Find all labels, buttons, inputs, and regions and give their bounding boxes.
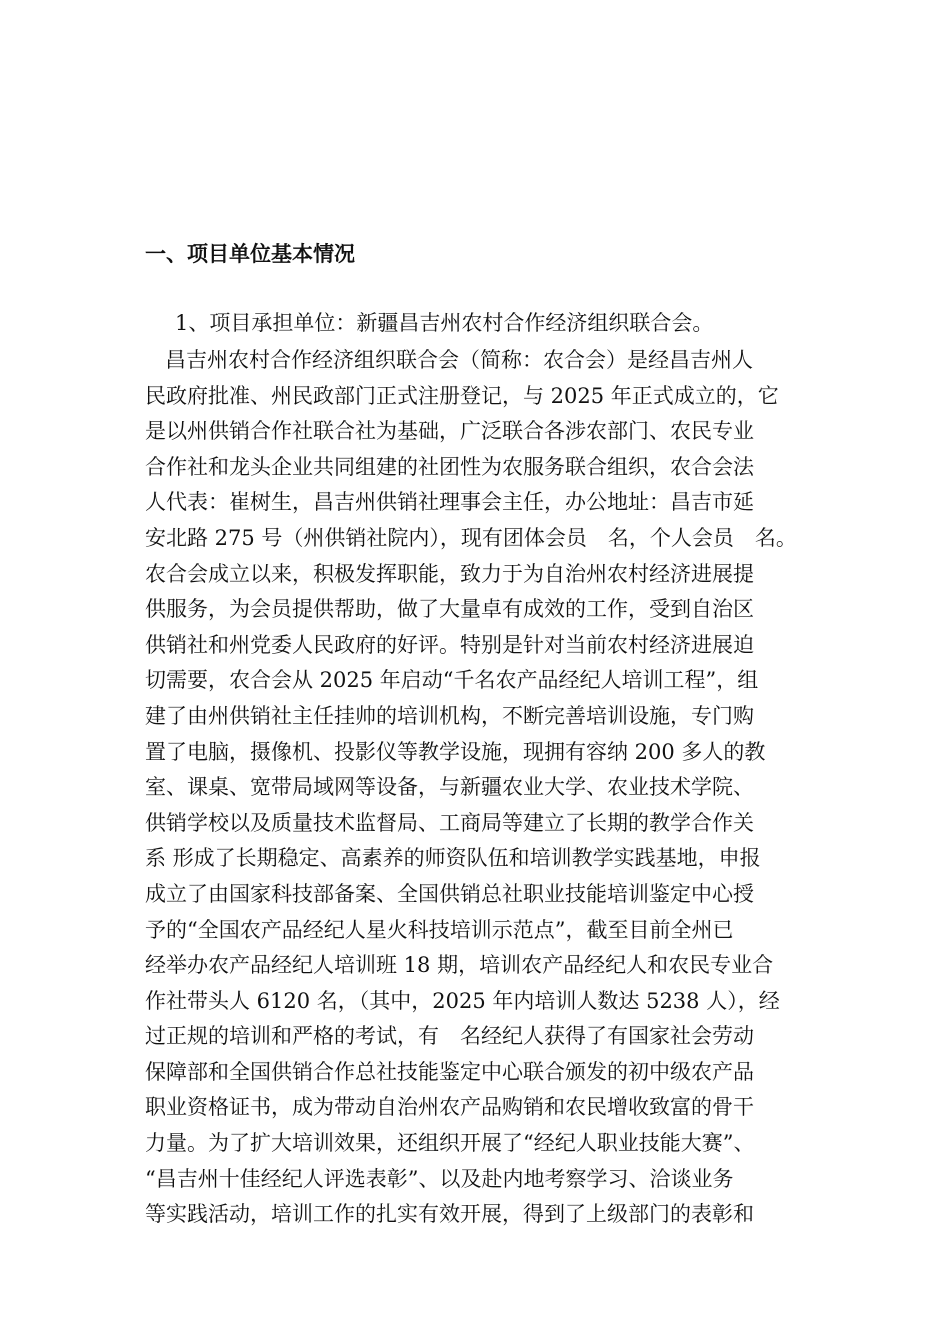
body-line: 安北路 275 号（州供销社院内），现有团体会员 名，个人会员 名。: [145, 525, 797, 550]
body-line: 昌吉州农村合作经济组织联合会（简称：农合会）是经昌吉州人: [165, 348, 753, 372]
body-line: 置了电脑，摄像机、投影仪等教学设施，现拥有容纳 200 多人的教: [145, 739, 766, 764]
body-line: 建了由州供销社主任挂帅的培训机构，不断完善培训设施，专门购: [145, 703, 754, 728]
body-line: 民政府批准、州民政部门正式注册登记，与 2025 年正式成立的，它: [145, 383, 779, 408]
body-line: 合作社和龙头企业共同组建的社团性为农服务联合组织，农合会法: [145, 454, 754, 479]
body-line: 经举办农产品经纪人培训班 18 期，培训农产品经纪人和农民专业合: [145, 953, 774, 978]
body-line: 职业资格证书，成为带动自治州农产品购销和农民增收致富的骨干: [145, 1095, 754, 1120]
section-heading: 一、项目单位基本情况: [145, 242, 355, 266]
body-line: 供服务，为会员提供帮助，做了大量卓有成效的工作，受到自治区: [145, 597, 754, 622]
body-line: 农合会成立以来，积极发挥职能，致力于为自治州农村经济进展提: [145, 561, 754, 586]
body-line: 切需要，农合会从 2025 年启动“千名农产品经纪人培训工程”，组: [145, 668, 759, 693]
body-line: 供销学校以及质量技术监督局、工商局等建立了长期的教学合作关: [145, 810, 754, 835]
body-line: 系 形成了长期稳定、高素养的师资队伍和培训教学实践基地，申报: [145, 846, 761, 871]
body-line: 保障部和全国供销合作总社技能鉴定中心联合颁发的初中级农产品: [145, 1059, 754, 1084]
body-line: 等实践活动，培训工作的扎实有效开展，得到了上级部门的表彰和: [145, 1202, 754, 1227]
body-paragraph: [145, 343, 825, 1233]
body-line: 供销社和州党委人民政府的好评。特别是针对当前农村经济进展迫: [145, 632, 754, 657]
body-line: 是以州供销合作社联合社为基础，广泛联合各涉农部门、农民专业: [145, 419, 754, 444]
body-line: 成立了由国家科技部备案、全国供销总社职业技能培训鉴定中心授: [145, 881, 754, 906]
project-unit-line: 1、项目承担单位：新疆昌吉州农村合作经济组织联合会。: [175, 311, 714, 335]
body-line: 过正规的培训和严格的考试，有 名经纪人获得了有国家社会劳动: [145, 1024, 754, 1049]
body-line: 作社带头人 6120 名，（其中，2025 年内培训人数达 5238 人），经: [145, 988, 780, 1013]
body-line: 室、课桌、宽带局域网等设备，与新疆农业大学、农业技术学院、: [145, 775, 754, 800]
body-line: 人代表：崔树生，昌吉州供销社理事会主任，办公地址：昌吉市延: [145, 490, 754, 515]
body-line: 予的“全国农产品经纪人星火科技培训示范点”，截至目前全州已: [145, 917, 734, 942]
body-line: 力量。为了扩大培训效果，还组织开展了“经纪人职业技能大赛”、: [145, 1131, 755, 1156]
body-line: “昌吉州十佳经纪人评选表彰”、以及赴内地考察学习、洽谈业务: [145, 1166, 734, 1191]
